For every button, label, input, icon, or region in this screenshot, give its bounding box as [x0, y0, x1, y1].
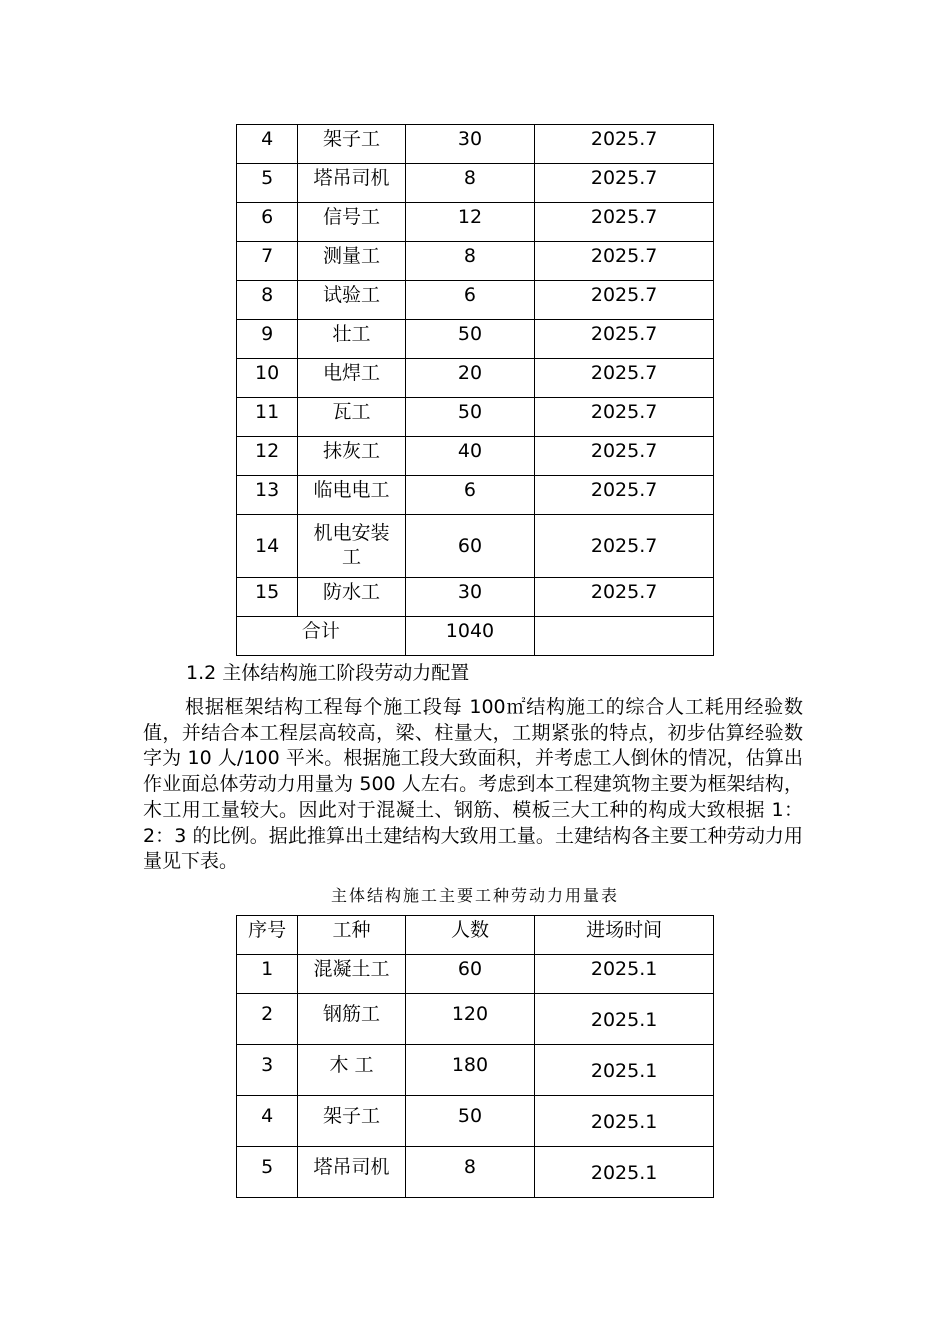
worker-count: 20	[405, 359, 535, 398]
worker-count: 50	[405, 398, 535, 437]
row-number: 5	[237, 1147, 298, 1198]
worker-count: 60	[405, 515, 535, 578]
entry-date: 2025.7	[535, 578, 714, 617]
header-job-type: 工种	[298, 916, 405, 955]
worker-count: 8	[405, 1147, 535, 1198]
row-number: 2	[237, 994, 298, 1045]
row-number: 12	[237, 437, 298, 476]
row-number: 1	[237, 955, 298, 994]
header-entry-date: 进场时间	[535, 916, 714, 955]
body-paragraph: 根据框架结构工程每个施工段每 100㎡结构施工的综合人工耗用经验数值，并结合本工程层高较高，梁、柱量大，工期紧张的特点，初步估算经验数字为 10 人/100 平米。根据施工段大致面积，并考虑工人倒休的情况，估算出作业面总体劳动力用量为 500 人左右。考虑到本工程建筑物主要为框架结构，木工用工量较大。因此对于混凝土、钢筋、模板三大工种的构成大致根据 1：2：3 的比例。据此推算出土建结构大致用工量。土建结构各主要工种劳动力用量见下表。	[143, 696, 803, 873]
header-number: 序号	[237, 916, 298, 955]
job-type: 机电安装工	[298, 515, 405, 578]
entry-date: 2025.7	[535, 203, 714, 242]
worker-count: 8	[405, 242, 535, 281]
empty-cell	[535, 617, 714, 656]
table-row	[237, 398, 714, 437]
row-number: 9	[237, 320, 298, 359]
job-type: 木 工	[298, 1045, 405, 1096]
entry-date: 2025.1	[535, 1096, 714, 1147]
entry-date: 2025.1	[535, 1045, 714, 1096]
job-type: 防水工	[298, 578, 405, 617]
row-number: 13	[237, 476, 298, 515]
table-row	[237, 578, 714, 617]
row-number: 3	[237, 1045, 298, 1096]
table-row	[237, 320, 714, 359]
worker-count: 12	[405, 203, 535, 242]
section-heading: 1.2 主体结构施工阶段劳动力配置	[186, 662, 470, 684]
row-number: 6	[237, 203, 298, 242]
total-row	[237, 617, 714, 656]
table-row	[237, 476, 714, 515]
worker-count: 30	[405, 125, 535, 164]
row-number: 4	[237, 125, 298, 164]
entry-date: 2025.7	[535, 476, 714, 515]
worker-count: 60	[405, 955, 535, 994]
entry-date: 2025.7	[535, 164, 714, 203]
job-type: 临电电工	[298, 476, 405, 515]
entry-date: 2025.1	[535, 994, 714, 1045]
worker-count: 6	[405, 476, 535, 515]
table-row	[237, 242, 714, 281]
worker-count: 120	[405, 994, 535, 1045]
entry-date: 2025.7	[535, 281, 714, 320]
job-type: 壮工	[298, 320, 405, 359]
entry-date: 2025.7	[535, 398, 714, 437]
job-type: 测量工	[298, 242, 405, 281]
entry-date: 2025.7	[535, 125, 714, 164]
job-type: 电焊工	[298, 359, 405, 398]
entry-date: 2025.7	[535, 320, 714, 359]
table-row	[237, 955, 714, 994]
worker-count: 40	[405, 437, 535, 476]
entry-date: 2025.7	[535, 437, 714, 476]
job-type: 架子工	[298, 125, 405, 164]
worker-count: 30	[405, 578, 535, 617]
total-label: 合计	[237, 617, 406, 656]
labor-table-continued	[236, 124, 714, 656]
entry-date: 2025.7	[535, 515, 714, 578]
table-row	[237, 1147, 714, 1198]
row-number: 7	[237, 242, 298, 281]
entry-date: 2025.1	[535, 955, 714, 994]
row-number: 5	[237, 164, 298, 203]
table-row	[237, 281, 714, 320]
table-row	[237, 359, 714, 398]
table-row	[237, 994, 714, 1045]
job-type: 塔吊司机	[298, 164, 405, 203]
job-type: 架子工	[298, 1096, 405, 1147]
main-structure-labor-table	[236, 915, 714, 1198]
row-number: 11	[237, 398, 298, 437]
job-type: 瓦工	[298, 398, 405, 437]
job-type: 信号工	[298, 203, 405, 242]
row-number: 10	[237, 359, 298, 398]
row-number: 8	[237, 281, 298, 320]
job-type: 试验工	[298, 281, 405, 320]
table-row	[237, 164, 714, 203]
table-row	[237, 125, 714, 164]
worker-count: 50	[405, 1096, 535, 1147]
total-value: 1040	[405, 617, 535, 656]
row-number: 15	[237, 578, 298, 617]
table-row	[237, 437, 714, 476]
table-row	[237, 203, 714, 242]
job-type: 抹灰工	[298, 437, 405, 476]
table-caption: 主体结构施工主要工种劳动力用量表	[330, 886, 619, 905]
table-row	[237, 1045, 714, 1096]
table-row	[237, 515, 714, 578]
row-number: 4	[237, 1096, 298, 1147]
entry-date: 2025.7	[535, 242, 714, 281]
worker-count: 8	[405, 164, 535, 203]
row-number: 14	[237, 515, 298, 578]
job-type: 混凝土工	[298, 955, 405, 994]
table-header-row	[237, 916, 714, 955]
entry-date: 2025.1	[535, 1147, 714, 1198]
entry-date: 2025.7	[535, 359, 714, 398]
header-count: 人数	[405, 916, 535, 955]
worker-count: 180	[405, 1045, 535, 1096]
table-row	[237, 1096, 714, 1147]
job-type: 钢筋工	[298, 994, 405, 1045]
worker-count: 50	[405, 320, 535, 359]
job-type: 塔吊司机	[298, 1147, 405, 1198]
worker-count: 6	[405, 281, 535, 320]
